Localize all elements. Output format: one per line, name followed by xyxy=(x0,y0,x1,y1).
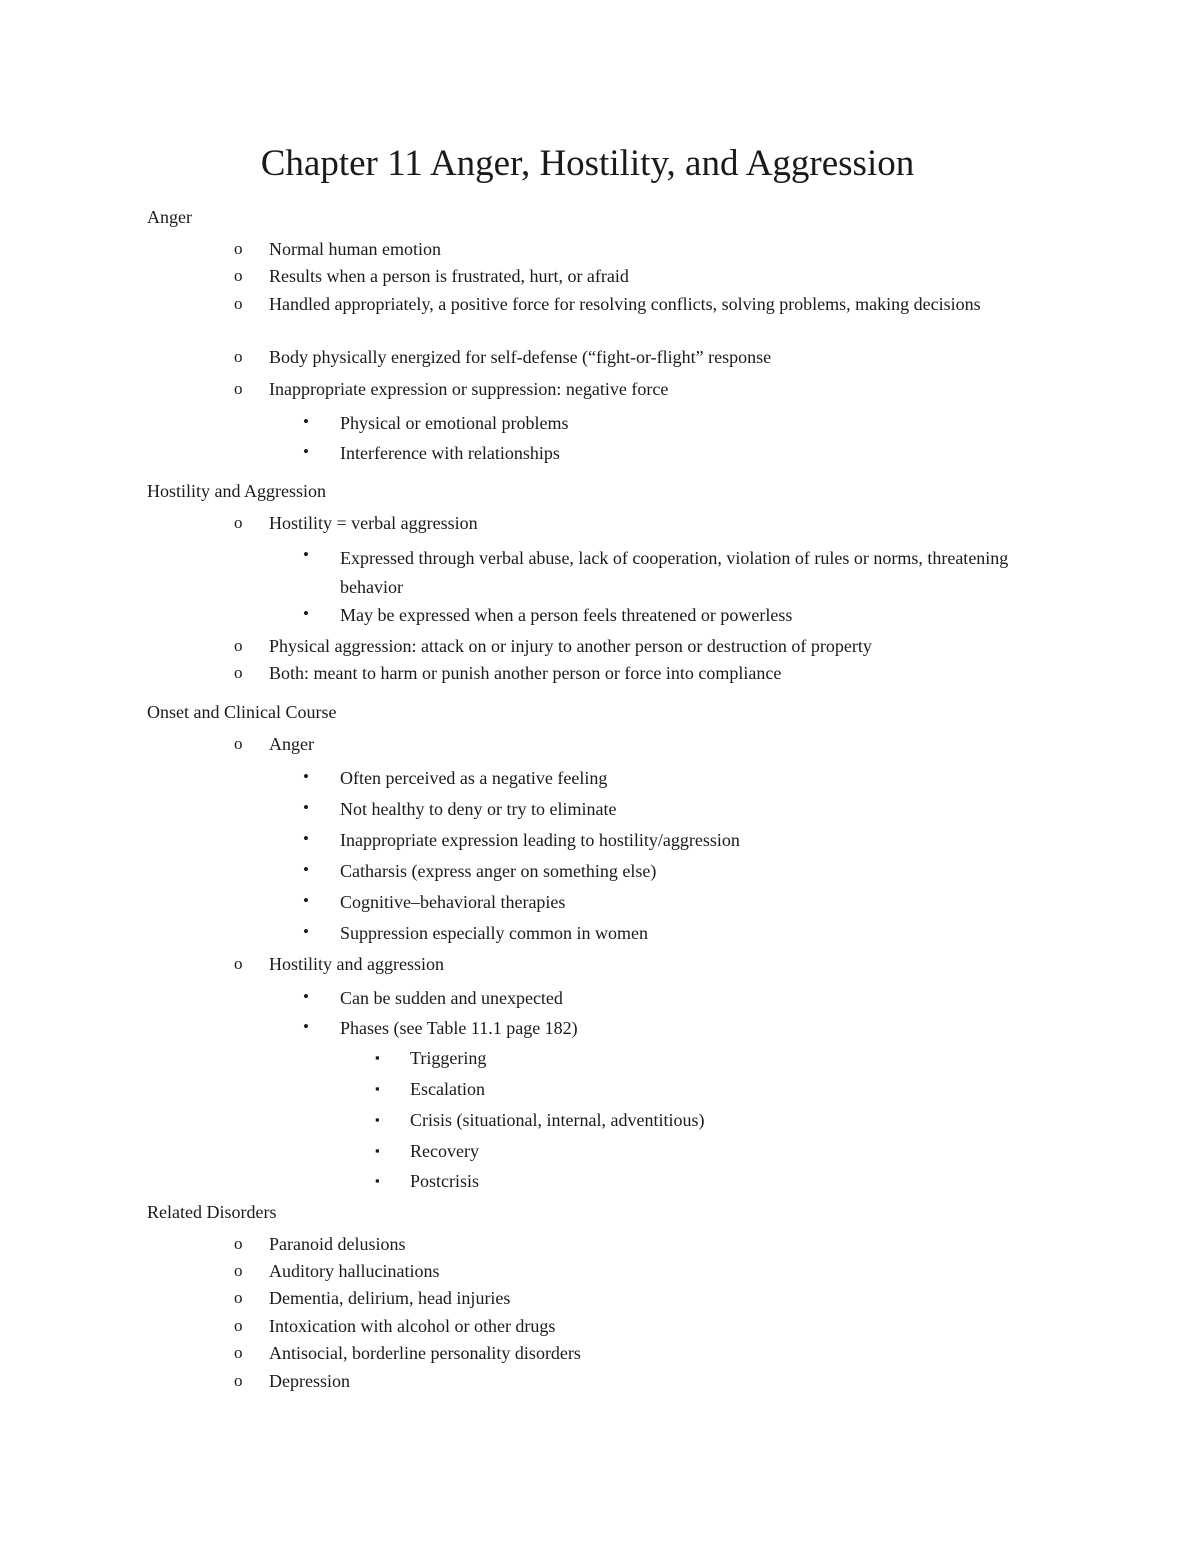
square-bullet: ▪ xyxy=(375,1081,380,1096)
square-bullet: ▪ xyxy=(375,1173,380,1188)
list-item: Results when a person is frustrated, hurt, or afraid xyxy=(269,266,629,286)
list-item: Body physically energized for self-defense (“fight-or-flight” response xyxy=(269,347,772,367)
list-item: Auditory hallucinations xyxy=(269,1261,440,1281)
list-subitem: May be expressed when a person feels threatened or powerless xyxy=(340,605,793,625)
square-bullet: ▪ xyxy=(375,1050,380,1065)
disc-bullet: • xyxy=(303,860,309,879)
disc-bullet: • xyxy=(303,442,309,461)
disc-bullet: • xyxy=(303,829,309,848)
circle-bullet: o xyxy=(234,266,243,285)
section-heading-anger: Anger xyxy=(147,207,192,227)
circle-bullet: o xyxy=(234,663,243,682)
list-item: Anger xyxy=(269,734,314,754)
disc-bullet: • xyxy=(303,798,309,817)
circle-bullet: o xyxy=(234,954,243,973)
circle-bullet: o xyxy=(234,1371,243,1390)
disc-bullet: • xyxy=(303,545,309,564)
list-subsubitem: Postcrisis xyxy=(410,1171,480,1191)
list-item: Intoxication with alcohol or other drugs xyxy=(269,1316,556,1336)
list-item: Normal human emotion xyxy=(269,239,441,259)
section-heading-onset: Onset and Clinical Course xyxy=(147,702,337,722)
circle-bullet: o xyxy=(234,239,243,258)
list-item: Paranoid delusions xyxy=(269,1234,406,1254)
list-subsubitem: Recovery xyxy=(410,1141,479,1161)
circle-bullet: o xyxy=(234,513,243,532)
disc-bullet: • xyxy=(303,604,309,623)
list-item: Hostility = verbal aggression xyxy=(269,513,478,533)
list-subitem: Often perceived as a negative feeling xyxy=(340,768,608,788)
list-item: Dementia, delirium, head injuries xyxy=(269,1288,511,1308)
disc-bullet: • xyxy=(303,412,309,431)
circle-bullet: o xyxy=(234,1234,243,1253)
circle-bullet: o xyxy=(234,734,243,753)
list-item: Both: meant to harm or punish another person or force into compliance xyxy=(269,663,782,683)
list-item: Physical aggression: attack on or injury to another person or destruction of property xyxy=(269,636,872,656)
circle-bullet: o xyxy=(234,347,243,366)
list-subitem: Interference with relationships xyxy=(340,443,560,463)
section-heading-hostility: Hostility and Aggression xyxy=(147,481,326,501)
list-item: Hostility and aggression xyxy=(269,954,444,974)
list-item: Antisocial, borderline personality disorders xyxy=(269,1343,581,1363)
list-subsubitem: Crisis (situational, internal, adventitious) xyxy=(410,1110,705,1130)
list-item: Handled appropriately, a positive force for resolving conflicts, solving problems, making decisions xyxy=(269,294,981,314)
list-subitem: Suppression especially common in women xyxy=(340,923,648,943)
list-subsubitem: Triggering xyxy=(410,1048,487,1068)
disc-bullet: • xyxy=(303,767,309,786)
circle-bullet: o xyxy=(234,1343,243,1362)
page-title: Chapter 11 Anger, Hostility, and Aggression xyxy=(260,143,915,184)
list-subsubitem: Escalation xyxy=(410,1079,485,1099)
disc-bullet: • xyxy=(303,891,309,910)
list-subitem: Physical or emotional problems xyxy=(340,413,569,433)
list-subitem: Inappropriate expression leading to hostility/aggression xyxy=(340,830,740,850)
circle-bullet: o xyxy=(234,636,243,655)
list-item: Depression xyxy=(269,1371,350,1391)
list-subitem: Can be sudden and unexpected xyxy=(340,988,563,1008)
circle-bullet: o xyxy=(234,1261,243,1280)
list-item: Inappropriate expression or suppression: negative force xyxy=(269,379,669,399)
list-subitem: Cognitive–behavioral therapies xyxy=(340,892,566,912)
list-subitem: Not healthy to deny or try to eliminate xyxy=(340,799,617,819)
circle-bullet: o xyxy=(234,1288,243,1307)
list-subitem: Expressed through verbal abuse, lack of cooperation, violation of rules or norms, threatening behavior xyxy=(340,548,1009,597)
circle-bullet: o xyxy=(234,379,243,398)
disc-bullet: • xyxy=(303,987,309,1006)
circle-bullet: o xyxy=(234,1316,243,1335)
square-bullet: ▪ xyxy=(375,1143,380,1158)
disc-bullet: • xyxy=(303,1017,309,1036)
square-bullet: ▪ xyxy=(375,1112,380,1127)
list-subitem: Catharsis (express anger on something else) xyxy=(340,861,657,881)
circle-bullet: o xyxy=(234,294,243,313)
list-subitem: Phases (see Table 11.1 page 182) xyxy=(340,1018,578,1038)
disc-bullet: • xyxy=(303,922,309,941)
section-heading-related: Related Disorders xyxy=(147,1202,277,1222)
